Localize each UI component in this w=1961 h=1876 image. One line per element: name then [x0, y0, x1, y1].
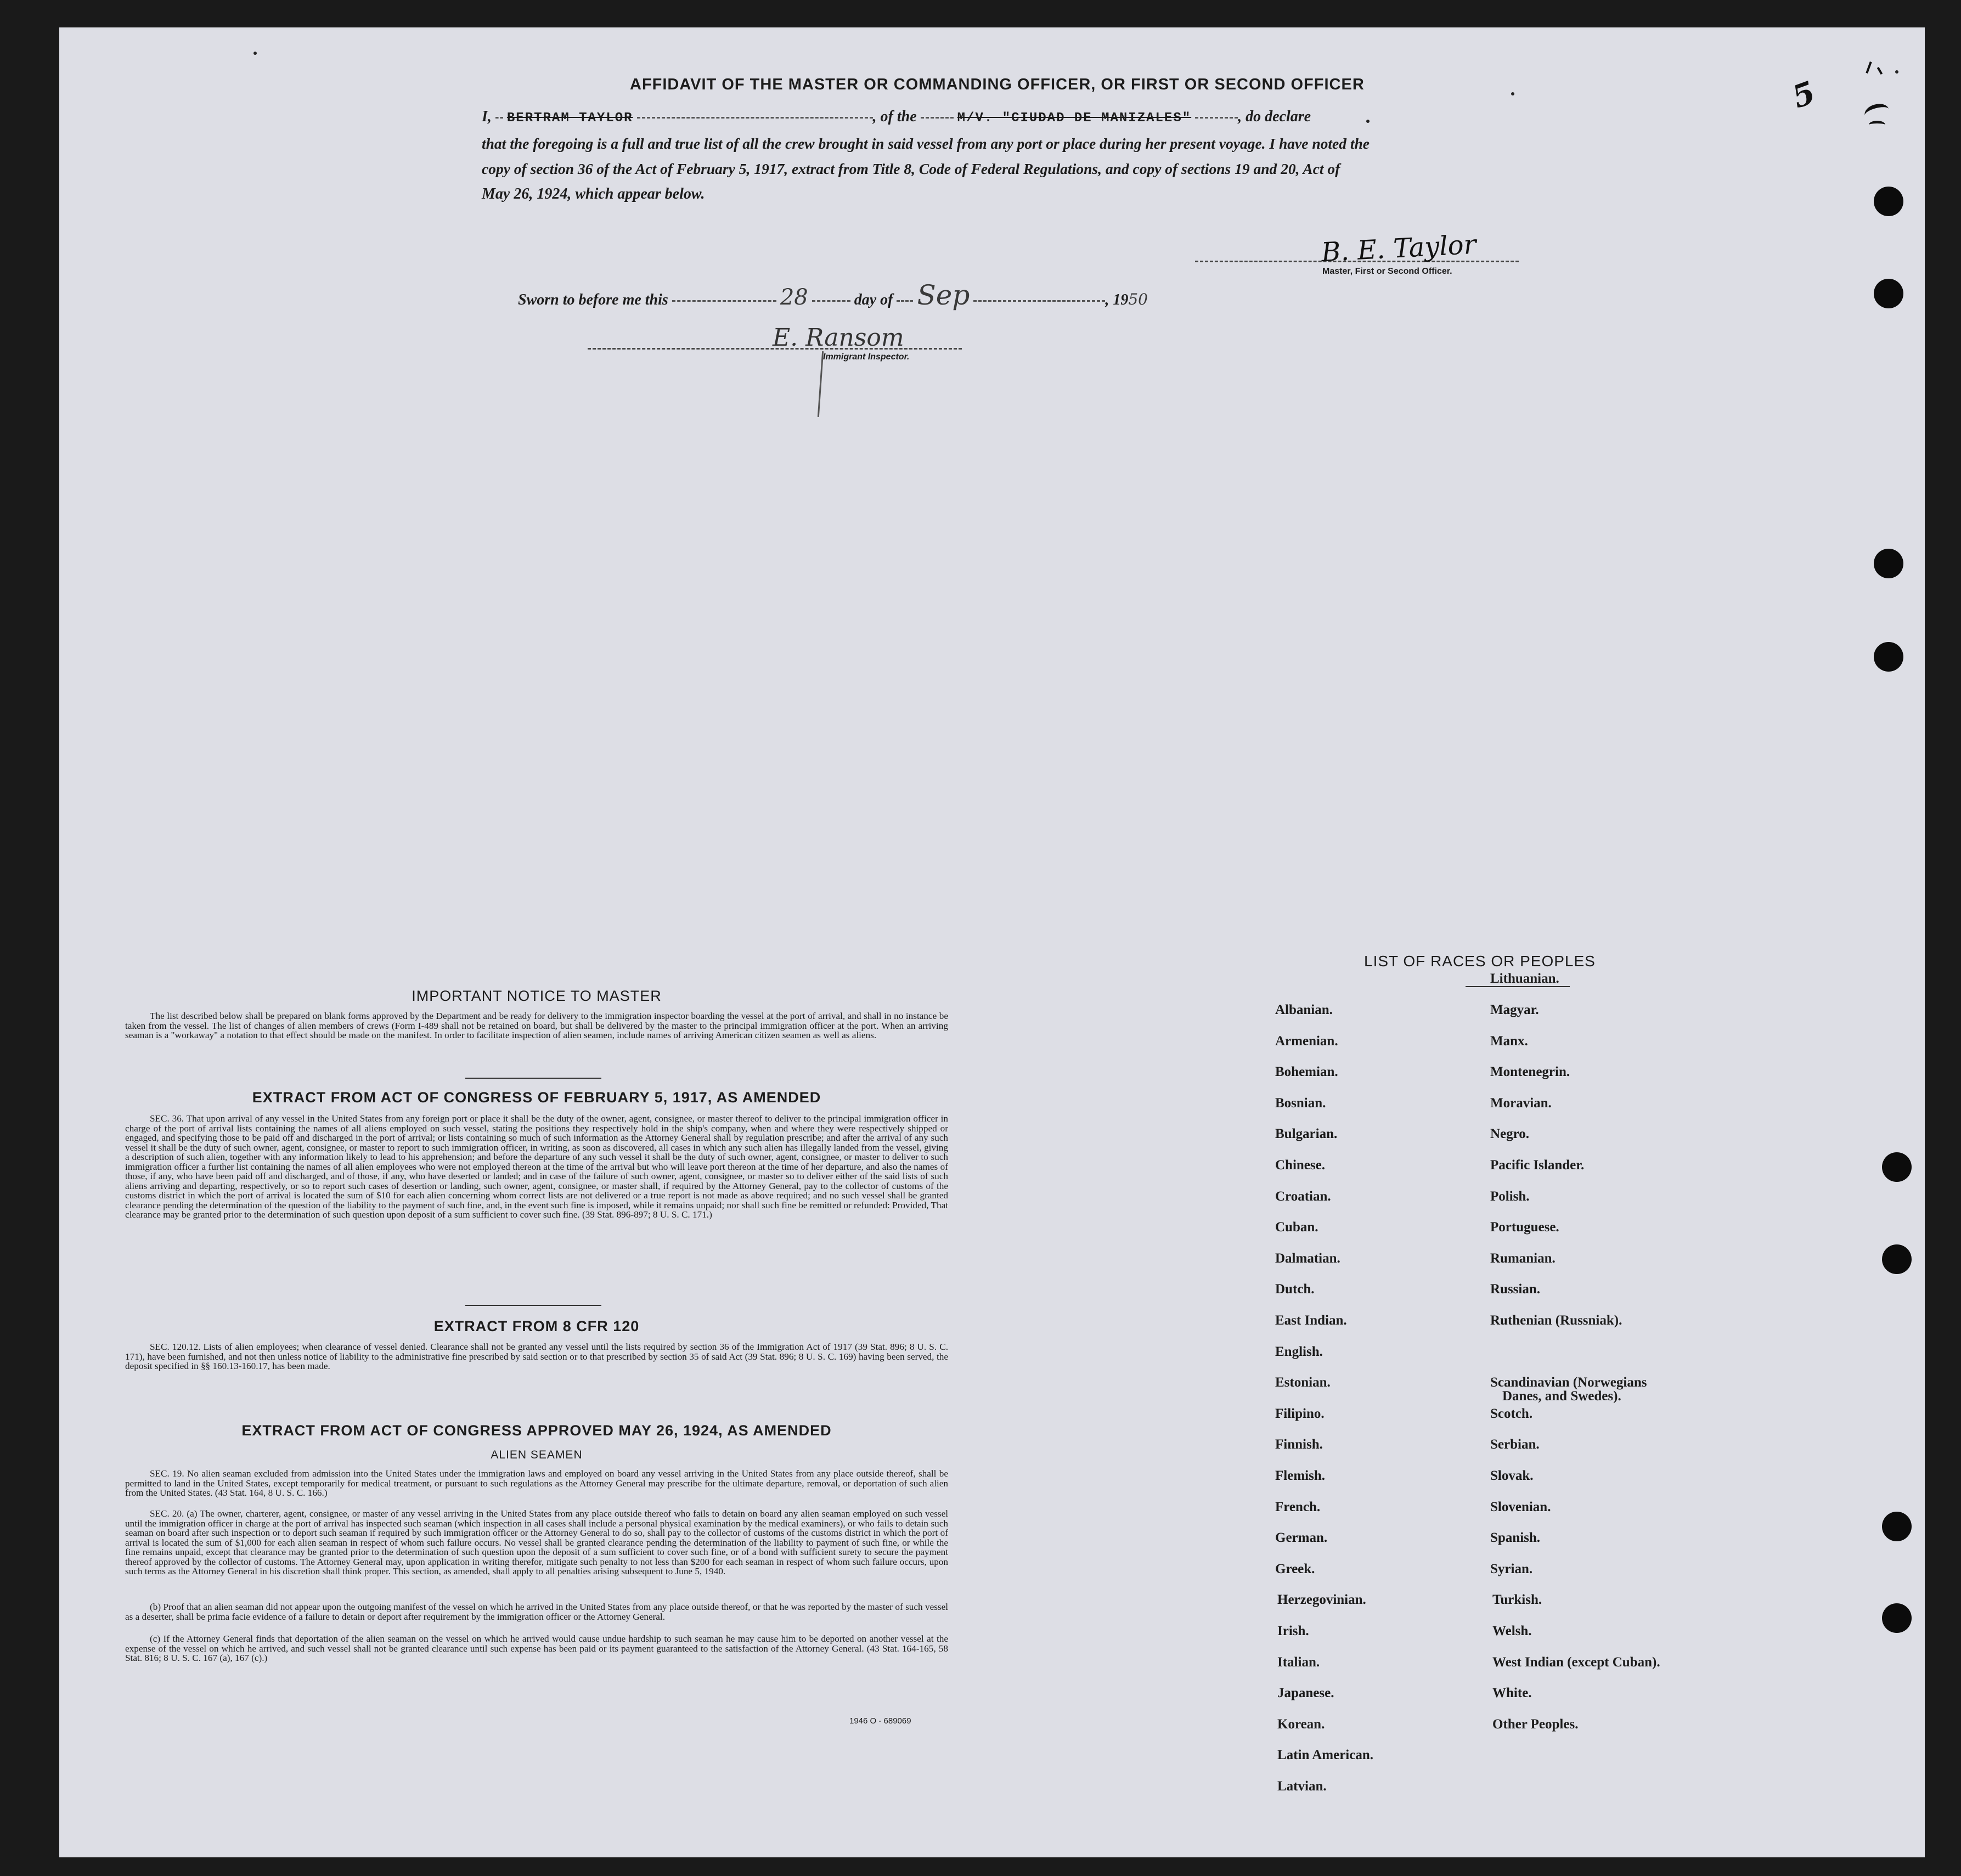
punch-hole	[1874, 279, 1903, 308]
punch-hole	[1882, 1512, 1912, 1541]
fill-line	[973, 300, 1105, 302]
race-item: Turkish.	[1492, 1592, 1542, 1608]
sworn-year-prefix: , 19	[1105, 291, 1129, 308]
race-item: White.	[1492, 1686, 1532, 1701]
race-item: Albanian.	[1275, 1002, 1333, 1017]
race-item: Korean.	[1277, 1716, 1325, 1732]
race-item: Scandinavian (Norwegians	[1490, 1375, 1647, 1390]
affidavit-line-4: May 26, 1924, which appear below.	[482, 185, 705, 202]
race-item: Montenegrin.	[1490, 1064, 1570, 1080]
extract-1917-body: SEC. 36. That upon arrival of any vessel in the United States from any foreign port or place it shall be the duty of the owner, agent, consignee, or master thereof to deliver to the principal immigration officer in charge of the port of arrival lists containing the names of all aliens employed on such vessel, stating the positions they respectively hold in the ship's company, when and where they were respectively shipped or engaged, and specifying those to be paid off and discharged in the port of arrival; or lists containing so much of such information as the Attorney General shall by regulation prescribe; and after the arrival of any such vessel it shall be the duty of such owner, agent, consignee, or master to report to such immigration officer, in writing, as soon as discovered, all cases in which any such alien has illegally landed from the vessel, giving a description of such alien, together with any information likely to lead to his apprehension; and before the departure of any such vessel it shall be the duty of such owner, agent, consignee, or master to deliver to such immigration officer a further list containing the names of all alien employees who were not employed thereon at the time of the arrival but who will leave port thereon at the time of her departure, and also the names of those, if any, who have been paid off and discharged, and of those, if any, who have deserted or landed; and in case of the failure of such owner, agent, consignee, or master so to deliver either of the said lists of such aliens arriving and departing, respectively, or so to report such cases of desertion or landing, such owner, agent, consignee, or master shall, if required by the Attorney General, pay to the collector of customs of the customs district in which the port of arrival is located the sum of $10 for each alien concerning whom correct lists are not delivered or a true report is not made as above required; and no such vessel shall be granted clearance pending the determination of the question of the liability to the payment of such fine, and, in the event such fine is imposed, while it remains unpaid; nor shall such fine be remitted or refunded: Provided, That clearance may be granted prior to the determination of such question upon deposit of a sum sufficient to cover such fine. (39 Stat. 896-897; 8 U. S. C. 171.)	[125, 1113, 948, 1220]
extract-1917-title: EXTRACT FROM ACT OF CONGRESS OF FEBRUARY 5, 1917, AS AMENDED	[252, 1089, 821, 1106]
race-item: Bohemian.	[1275, 1064, 1338, 1080]
race-item: Dalmatian.	[1275, 1250, 1340, 1266]
margin-scribble	[1863, 102, 1891, 123]
race-item: Italian.	[1277, 1654, 1320, 1670]
vessel-name-field: M/V. "CIUDAD DE MANIZALES"	[957, 111, 1192, 126]
race-item: East Indian.	[1275, 1313, 1347, 1328]
race-item: Manx.	[1490, 1033, 1528, 1049]
race-item: English.	[1275, 1344, 1323, 1359]
race-item: Moravian.	[1490, 1095, 1552, 1111]
sworn-month-value: Sep	[917, 279, 970, 311]
race-item: Russian.	[1490, 1282, 1541, 1297]
race-item: Pacific Islander.	[1490, 1158, 1585, 1173]
punch-hole	[1874, 187, 1903, 216]
race-item: Croatian.	[1275, 1188, 1331, 1204]
race-item: Ruthenian (Russniak).	[1490, 1313, 1622, 1328]
races-title: LIST OF RACES OR PEOPLES	[1364, 953, 1596, 970]
affidavit-line-2: that the foregoing is a full and true list of all the crew brought in said vessel from any port or place during her present voyage. I have noted the	[482, 135, 1370, 152]
master-name-field: BERTRAM TAYLOR	[506, 111, 633, 126]
fill-line	[897, 300, 913, 302]
inspector-signature: E. Ransom	[773, 324, 904, 352]
extract-1924-sec20a: SEC. 20. (a) The owner, charterer, agent, consignee, or master of any vessel arriving in the United States from any place outside thereof who fails to detain on board any alien seaman employed on such vessel until the immigration officer in charge at the port of arrival has inspected such seaman (which inspection in all cases shall include a personal physical examination by the medical examiners), or who fails to detain such seaman on board after such inspection or to deport such seaman if required by such immigration officer or the Attorney General to do so, shall pay to the collector of customs of the customs district in which the port of arrival is located the sum of $1,000 for each alien seaman in respect of whom such failure occurs. No vessel shall be granted clearance pending the determination of the liability to payment of such fine, or while the fine remains unpaid, except that clearance may be granted prior to the determination of such question upon the deposit of a sum sufficient to cover such fine, or of a bond with sufficient surety to secure the payment thereof approved by the collector of customs. The Attorney General may, upon application in writing therefor, mitigate such penalty to not less than $200 for each seaman in respect of whom such failure occurs, upon such terms as the Attorney General in his discretion shall think proper. This section, as amended, shall apply to all penalties arising subsequent to June 5, 1940.	[125, 1508, 948, 1576]
punch-hole	[1882, 1603, 1912, 1633]
fill-line	[637, 117, 873, 119]
affidavit-do-declare: , do declare	[1238, 108, 1311, 125]
sworn-year-value: 50	[1128, 290, 1148, 308]
sworn-day-of: day of	[854, 291, 893, 308]
affidavit-body	[482, 104, 1530, 207]
race-item: Spanish.	[1490, 1530, 1541, 1546]
punch-hole	[1874, 549, 1903, 578]
race-item: Chinese.	[1275, 1158, 1325, 1173]
fill-line	[812, 300, 850, 302]
sworn-day-value: 28	[780, 285, 808, 310]
inspector-caption: Immigrant Inspector.	[823, 352, 910, 362]
affidavit-line-3: copy of section 36 of the Act of February 5, 1917, extract from Title 8, Code of Federal Regulations, and copy of sections 19 and 20, Act of	[482, 160, 1340, 177]
divider	[465, 1078, 601, 1079]
race-item: Irish.	[1277, 1624, 1309, 1638]
race-item: Japanese.	[1277, 1686, 1334, 1701]
extract-1924-sec19: SEC. 19. No alien seaman excluded from admission into the United States under the immigration laws and employed on board any vessel arriving in the United States from any place outside thereof, shall be permitted to land in the United States, except temporarily for medical treatment, or pursuant to such regulations as the Attorney General may prescribe for the ultimate departure, removal, or deportation of such alien from the United States. (43 Stat. 164, 8 U. S. C. 166.)	[125, 1468, 948, 1498]
punch-hole	[1874, 642, 1903, 672]
punch-hole	[1882, 1244, 1912, 1274]
speck	[253, 52, 257, 55]
race-item: French.	[1275, 1499, 1321, 1514]
race-item: Negro.	[1490, 1126, 1530, 1142]
race-item: Bosnian.	[1275, 1095, 1326, 1111]
extract-1924-title: EXTRACT FROM ACT OF CONGRESS APPROVED MAY 26, 1924, AS AMENDED	[241, 1422, 832, 1439]
notice-body: The list described below shall be prepared on blank forms approved by the Department and be ready for delivery to the immigration inspector boarding the vessel at the port of arrival, and shall in no instance be taken from the vessel. The list of changes of alien members of crews (Form I-489 shall not be retained on board, but shall be delivered by the master to the principal immigration officer at the port. When an arriving seaman is a "workaway" a notation to that effect should be made on the manifest. In order to facilitate inspection of alien seamen, include names of arriving American citizen seamen as well as aliens.	[125, 1011, 948, 1040]
race-item: Rumanian.	[1490, 1250, 1556, 1266]
speck	[1895, 70, 1898, 74]
race-item: Cuban.	[1275, 1220, 1318, 1235]
race-item: Magyar.	[1490, 1002, 1539, 1017]
sworn-line	[518, 279, 1148, 313]
race-item: Polish.	[1490, 1188, 1530, 1204]
race-item: Scotch.	[1490, 1406, 1533, 1421]
race-item: Greek.	[1275, 1561, 1315, 1576]
fill-line	[672, 300, 776, 302]
race-item: Filipino.	[1275, 1406, 1325, 1421]
race-item: Armenian.	[1275, 1033, 1338, 1049]
page-number-mark: 5	[1787, 74, 1821, 116]
race-item: Other Peoples.	[1492, 1716, 1579, 1732]
affidavit-i: I,	[482, 108, 492, 125]
race-item: Lithuanian.	[1490, 971, 1559, 987]
sworn-prefix: Sworn to before me this	[518, 291, 668, 308]
race-item: Serbian.	[1490, 1437, 1540, 1452]
race-item: Estonian.	[1275, 1375, 1331, 1390]
master-signature: B. E. Taylor	[1320, 229, 1477, 268]
print-code: 1946 O - 689069	[849, 1716, 911, 1726]
race-item: Bulgarian.	[1275, 1126, 1338, 1142]
notice-title: IMPORTANT NOTICE TO MASTER	[412, 988, 662, 1004]
affidavit-of-the: , of the	[872, 108, 917, 125]
race-item: Slovak.	[1490, 1468, 1534, 1483]
punch-hole	[1882, 1152, 1912, 1182]
fill-line	[921, 117, 954, 119]
race-item: Dutch.	[1275, 1282, 1315, 1297]
document-page	[59, 27, 1925, 1857]
race-item: German.	[1275, 1530, 1328, 1546]
race-item: Herzegovinian.	[1277, 1592, 1366, 1608]
margin-scribble	[1869, 121, 1885, 129]
margin-scribble	[1877, 67, 1883, 75]
race-item: Latin American.	[1277, 1748, 1373, 1763]
race-item: Portuguese.	[1490, 1220, 1559, 1235]
race-item: Syrian.	[1490, 1561, 1533, 1576]
affidavit-title: AFFIDAVIT OF THE MASTER OR COMMANDING OFFICER, OR FIRST OR SECOND OFFICER	[630, 76, 1365, 93]
race-item: Latvian.	[1277, 1779, 1327, 1794]
margin-scribble	[1866, 61, 1872, 74]
extract-cfr-title: EXTRACT FROM 8 CFR 120	[433, 1318, 640, 1334]
race-item: West Indian (except Cuban).	[1492, 1654, 1660, 1670]
race-item: Danes, and Swedes).	[1502, 1389, 1621, 1404]
race-item: Flemish.	[1275, 1468, 1325, 1483]
speck	[1511, 92, 1514, 95]
race-item: Welsh.	[1492, 1624, 1532, 1638]
fill-line	[1195, 117, 1238, 119]
fill-line	[495, 117, 503, 119]
extract-cfr-body: SEC. 120.12. Lists of alien employees; when clearance of vessel denied. Clearance shall not be granted any vessel until the lists required by section 36 of the Immigration Act of 1917 (39 Stat. 896; 8 U. S. C. 171), have been furnished, and not then unless notice of liability to the administrative fine prescribed by said section or to that prescribed by section 35 of said Act (39 Stat. 896; 8 U. S. C. 169) having been served, the deposit specified in §§ 160.13-160.17, has been made.	[125, 1342, 948, 1371]
divider	[465, 1305, 601, 1306]
extract-1924-sec20b: (b) Proof that an alien seaman did not appear upon the outgoing manifest of the vessel on which he arrived in the United States from any place outside thereof, or that he was reported by the master of such vessel as a deserter, shall be prima facie evidence of a failure to detain or deport after requirement by the immigration officer or the Attorney General.	[125, 1602, 948, 1622]
race-item: Slovenian.	[1490, 1499, 1551, 1514]
extract-1924-subtitle: ALIEN SEAMEN	[491, 1449, 583, 1461]
master-signature-caption: Master, First or Second Officer.	[1322, 267, 1452, 276]
extract-1924-sec20c: (c) If the Attorney General finds that deportation of the alien seaman on the vessel on which he arrived would cause undue hardship to such seaman he may cause him to be deported on another vessel at the expense of the vessel on which he arrived, and such vessel shall not be granted clearance until such expense has been paid or its payment guaranteed to the satisfaction of the Attorney General. (43 Stat. 164-165, 58 Stat. 816; 8 U. S. C. 167 (a), 167 (c).)	[125, 1633, 948, 1663]
race-item: Finnish.	[1275, 1437, 1323, 1452]
